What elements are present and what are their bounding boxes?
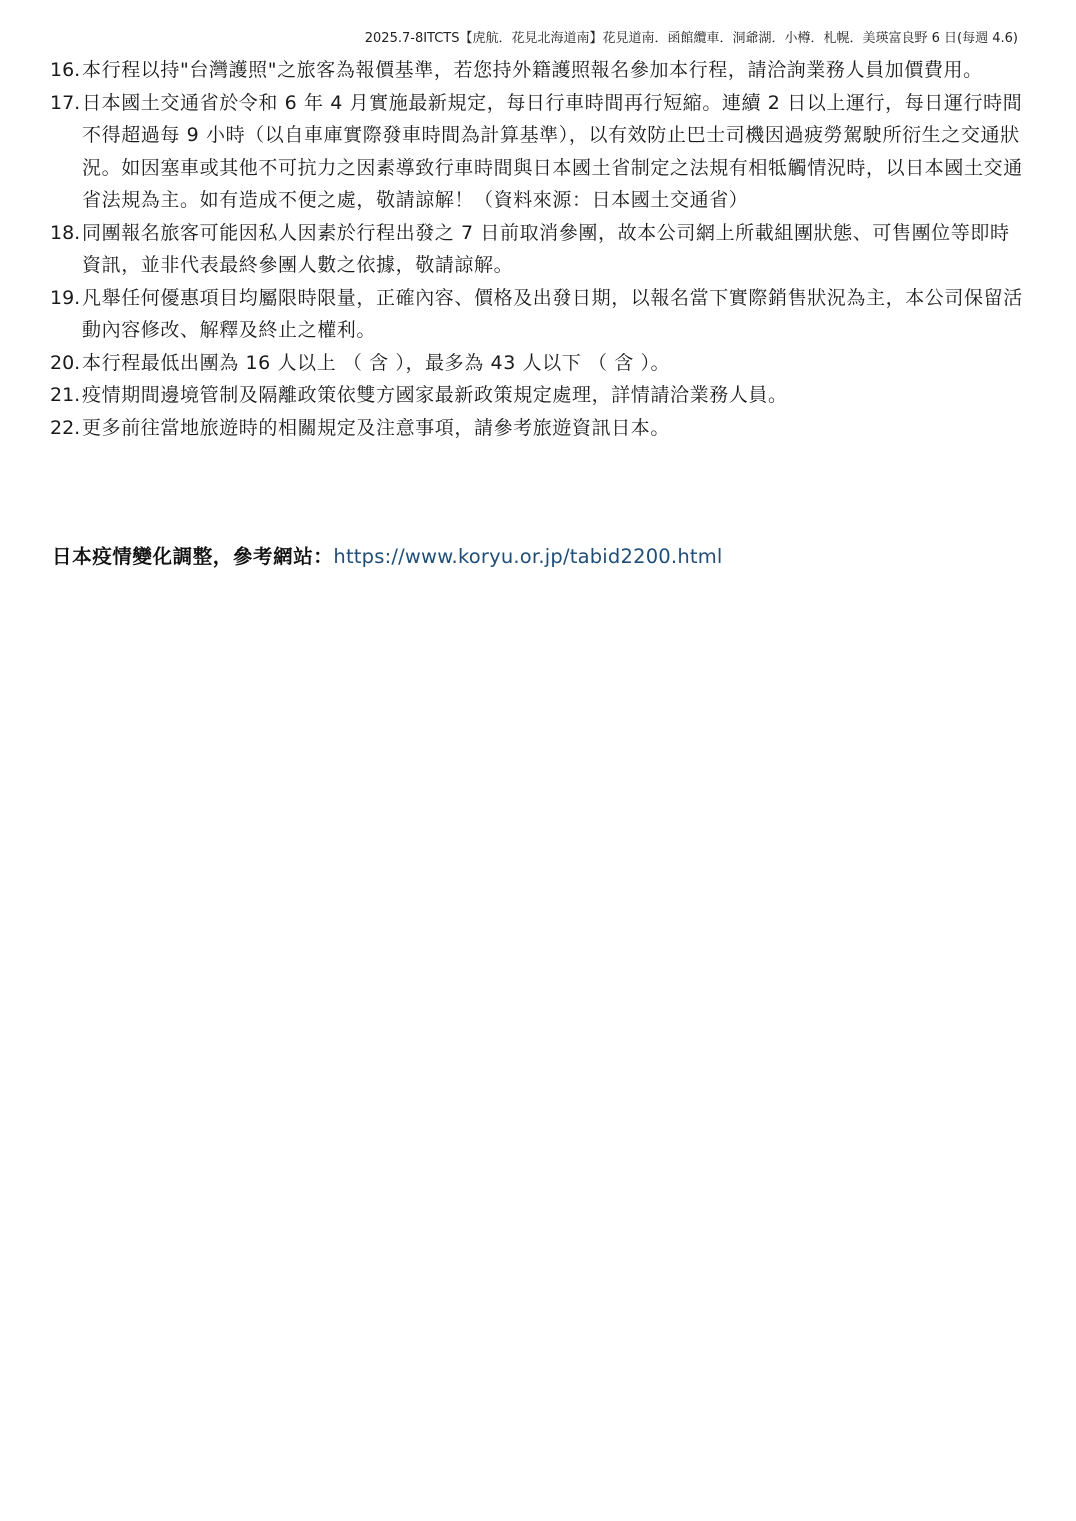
note-text: 同團報名旅客可能因私人因素於行程出發之 7 日前取消參團，故本公司網上所載組團狀態、可售團位等即時資訊，並非代表最終參團人數之依據，敬請諒解。 (82, 221, 1010, 276)
covid-reference-label: 日本疫情變化調整，參考網站： (52, 545, 334, 568)
note-text: 凡舉任何優惠項目均屬限時限量，正確內容、價格及出發日期，以報名當下實際銷售狀況為主，本公司保留活動內容修改、解釋及終止之權利。 (82, 286, 1023, 341)
note-item-17 (50, 87, 1028, 217)
note-item-16 (50, 54, 1028, 87)
note-text: 本行程最低出團為 16 人以上 （ 含 ），最多為 43 人以下 （ 含 ）。 (82, 351, 671, 374)
note-item-22 (50, 412, 1028, 445)
covid-reference (52, 541, 723, 573)
notes-list (50, 54, 1028, 444)
note-number: 19. (50, 286, 81, 309)
note-text: 疫情期間邊境管制及隔離政策依雙方國家最新政策規定處理，詳情請洽業務人員。 (82, 384, 788, 406)
note-item-18 (50, 217, 1028, 282)
note-number: 16. (50, 59, 81, 81)
note-number: 20. (50, 351, 81, 374)
note-item-20 (50, 347, 1028, 380)
note-text: 日本國土交通省於令和 6 年 4 月實施最新規定，每日行車時間再行短縮。連續 2 日以上運行，每日運行時間不得超過每 9 小時（以自車庫實際發車時間為計算基準），以有效防止巴士司機因過疲勞駕駛所衍生之交通狀況。如因塞車或其他不可抗力之因素導致行車時間與日本國土省制定之法規有相牴觸情況時，以日本國土交通省法規為主。如有造成不便之處，敬請諒解！（資料來源：日本國土交通省） (82, 91, 1023, 211)
note-item-21 (50, 379, 1028, 412)
note-number: 22. (50, 416, 81, 439)
page-header: 2025.7-8ITCTS【虎航．花見北海道南】花見道南．函館纜車．洞爺湖．小樽．札幌．美瑛富良野 6 日(每週 4.6) (364, 31, 1018, 46)
note-text: 更多前往當地旅遊時的相關規定及注意事項，請參考旅遊資訊日本。 (82, 416, 671, 439)
note-item-19 (50, 282, 1028, 347)
note-number: 17. (50, 91, 81, 114)
note-number: 18. (50, 221, 81, 244)
covid-reference-link[interactable]: https://www.koryu.or.jp/tabid2200.html (333, 545, 723, 568)
note-text: 本行程以持"台灣護照"之旅客為報價基準，若您持外籍護照報名參加本行程，請洽詢業務人員加價費用。 (82, 59, 983, 81)
note-number: 21. (50, 384, 81, 406)
